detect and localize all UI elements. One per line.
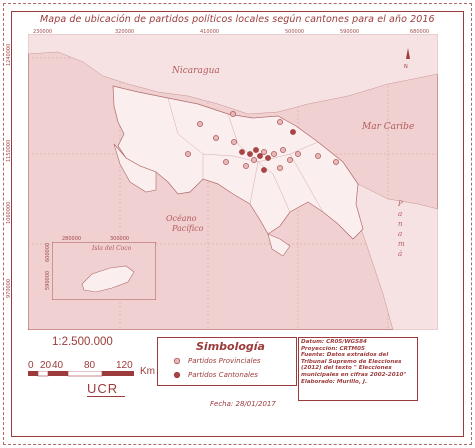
ucr-logo: UCR [87,381,119,396]
info-fuente-4: municipales en cifras 2002-2010" [301,371,407,378]
scale-ratio: 1:2.500.000 [52,336,113,348]
inset-coord-top-1: 280000 [62,236,82,242]
scale-seg-5 [102,371,134,376]
scale-seg-4 [68,371,102,376]
info-proyeccion: Proyección: CRTM05 [301,345,365,352]
label-panama-a1: a [398,210,403,218]
party-point [290,129,295,134]
info-box [298,337,418,401]
legend-symbol-cantonal [172,370,182,380]
party-point [277,165,282,170]
party-point [277,119,282,124]
ucr-logo-underline [87,396,125,397]
coord-top-4: 500000 [285,29,305,35]
party-point [247,151,252,156]
party-point [239,149,244,154]
scale-tick-40: 40 [52,360,64,371]
label-panama-n: n [398,220,403,228]
party-point [261,167,266,172]
party-point [333,159,338,164]
map-title: Mapa de ubicación de partidos políticos locales según cantones para el año 2016 [40,14,435,25]
scale-tick-80: 80 [84,360,96,371]
party-point [251,157,256,162]
scale-seg-2 [38,371,48,376]
label-panama-p: P [398,200,403,208]
party-point [243,163,248,168]
coord-left-4: 970000 [6,278,12,298]
party-point [223,159,228,164]
info-fuente-3: (2012) del texto " Elecciones [301,365,392,372]
party-point [280,147,285,152]
party-point [231,139,236,144]
label-pacifico: Pacífico [172,224,204,233]
legend-label-provincial: Partidos Provinciales [188,357,261,365]
info-datum: Datum: CR05/WGS84 [301,339,367,345]
party-point [213,135,218,140]
label-panama-m: m [398,240,405,248]
inset-coord-top-2: 300000 [110,236,130,242]
coord-left-3: 1060000 [6,201,12,224]
label-nicaragua: Nicaragua [172,66,220,76]
coord-top-5: 590000 [340,29,360,35]
party-point [185,151,190,156]
party-point [197,121,202,126]
scale-unit: Km [140,366,155,377]
scale-tick-120: 120 [116,360,133,371]
legend-symbol-provincial [172,356,182,366]
scale-tick-0: 0 [28,360,34,371]
party-point [315,153,320,158]
party-point [253,147,258,152]
label-mar-caribe: Mar Caribe [362,122,415,132]
coord-left-1: 1240000 [6,43,12,66]
coord-top-6: 680000 [410,29,430,35]
party-point [261,149,266,154]
info-fuente-2: Tribunal Supremo de Elecciones [301,358,402,365]
legend-title: Simbología [196,340,265,353]
inset-coord-left-2: 590000 [45,270,51,290]
inset-coord-left-1: 600000 [45,242,51,262]
party-point [295,151,300,156]
scale-seg-3 [48,371,68,376]
scale-tick-20: 20 [40,360,52,371]
party-point [287,157,292,162]
party-point [257,153,262,158]
coord-left-2: 1150000 [6,139,12,162]
label-oceano: Océano [166,214,197,223]
coord-top-2: 320000 [115,29,135,35]
info-fuente-1: Fuente: Datos extraídos del [301,352,389,359]
coord-top-3: 410000 [200,29,220,35]
party-point [265,155,270,160]
info-elaborado: Elaborado: Murillo, J. [301,378,368,385]
label-panama-a3: á [398,250,403,258]
north-arrow-n: N [404,64,408,70]
fecha: Fecha: 28/01/2017 [210,400,276,408]
scale-bar [28,371,136,378]
coord-top-1: 230000 [33,29,53,35]
scale-seg-1 [28,371,38,376]
legend-label-cantonal: Partidos Cantonales [188,371,258,379]
party-point [230,111,235,116]
party-point [271,151,276,156]
inset-title: Isla del Coco [92,245,132,252]
label-panama-a2: a [398,230,403,238]
